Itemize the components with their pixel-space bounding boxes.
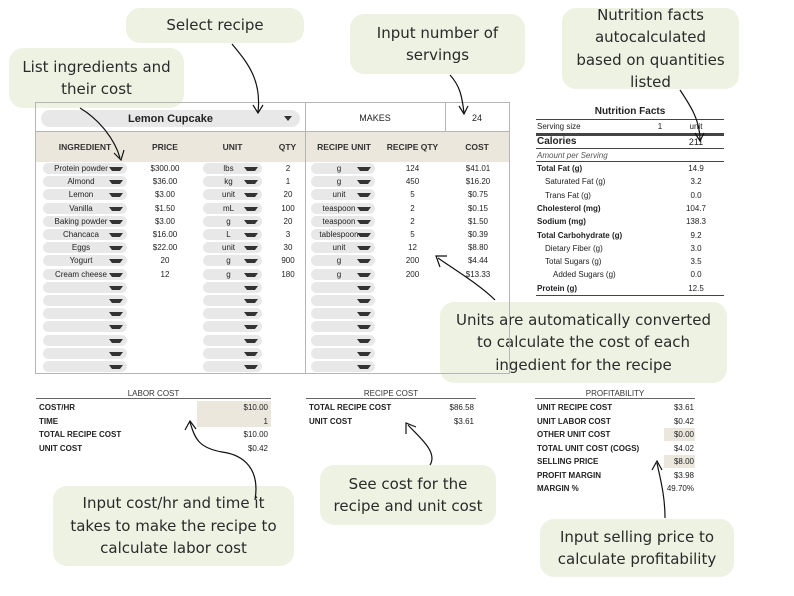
- recipe-cost-row-label: TOTAL RECIPE COST: [309, 403, 392, 412]
- qty-input[interactable]: 20: [283, 190, 293, 200]
- price-input[interactable]: $36.00: [152, 177, 178, 187]
- profitability-row-label: MARGIN %: [537, 484, 579, 493]
- recipe-cost-row-value: $3.61: [453, 416, 474, 426]
- ingredient-select-value: Vanilla: [69, 203, 93, 213]
- nutrition-row-value: 3.5: [690, 257, 702, 267]
- qty-input[interactable]: 100: [281, 203, 295, 213]
- labor-row-label: TIME: [39, 416, 59, 426]
- nutrition-row-label: Total Sugars (g): [545, 257, 602, 267]
- unit-select-value: kg: [224, 177, 233, 187]
- recipe-unit-select-value: g: [336, 256, 342, 266]
- profitability-row-value: $3.61: [673, 403, 694, 412]
- profitability-row-value: 49.70%: [666, 484, 694, 493]
- unit-select-value: lbs: [223, 164, 234, 173]
- ingredient-select-value: Eggs: [71, 243, 91, 253]
- price-input[interactable]: $3.00: [154, 216, 176, 226]
- price-input[interactable]: $22.00: [152, 243, 178, 253]
- arrow-selling: [657, 463, 665, 518]
- price-input[interactable]: $1.50: [154, 203, 176, 213]
- amount-per-serving: Amount per Serving: [537, 151, 608, 160]
- serving-size-label: Serving size: [537, 122, 581, 131]
- cost-value: $8.80: [467, 243, 489, 253]
- profitability-row-label: PROFIT MARGIN: [537, 470, 601, 480]
- cost-value: $1.50: [467, 216, 489, 226]
- ingredient-select-value: Chancaca: [62, 230, 100, 239]
- price-input[interactable]: $300.00: [150, 164, 180, 173]
- col-header-ingredient: INGREDIENT: [58, 142, 112, 152]
- col-header-recipe-qty: RECIPE QTY: [386, 142, 439, 152]
- price-input[interactable]: 12: [160, 269, 170, 279]
- callout-select-recipe: Select recipe: [126, 8, 304, 43]
- profitability-row-label: TOTAL UNIT COST (COGS): [537, 443, 640, 453]
- qty-input[interactable]: 900: [281, 256, 295, 266]
- col-header-cost: COST: [465, 142, 489, 152]
- recipe-cost-title: RECIPE COST: [306, 389, 476, 399]
- callout-list-ingredients: List ingredients and their cost: [9, 48, 184, 108]
- labor-row-label: COST/HR: [39, 403, 75, 412]
- callout-units: Units are automatically converted to calculate the cost of each ingedient for the recipe: [440, 302, 727, 383]
- arrow-servings: [450, 75, 464, 113]
- makes-input[interactable]: 24: [471, 113, 482, 123]
- cost-value: $0.15: [467, 203, 489, 213]
- unit-select-value: g: [226, 256, 231, 266]
- profitability-title: PROFITABILITY: [535, 389, 695, 399]
- recipe-unit-select-value: unit: [332, 243, 346, 253]
- recipe-unit-select-value: tablespoon: [319, 230, 359, 239]
- col-header-recipe-unit: RECIPE UNIT: [317, 142, 371, 152]
- recipe-unit-select-value: g: [336, 177, 342, 187]
- labor-row-label: TOTAL RECIPE COST: [39, 430, 122, 439]
- recipe-unit-select-value: teaspoon: [322, 203, 356, 213]
- cost-value: $0.75: [467, 190, 489, 200]
- nutrition-row-label: Saturated Fat (g): [545, 177, 606, 187]
- nutrition-row-label: Total Carbohydrate (g): [537, 230, 623, 240]
- recipe-unit-select-value: unit: [332, 190, 346, 200]
- recipe-cost-row-value: $86.58: [449, 403, 474, 412]
- recipe-qty-input[interactable]: 2: [410, 203, 415, 213]
- recipe-qty-input[interactable]: 5: [410, 230, 415, 239]
- nutrition-row-label: Cholesterol (mg): [537, 203, 601, 213]
- qty-input[interactable]: 2: [285, 164, 291, 173]
- callout-nutrition: Nutrition facts autocalculated based on quantities listed: [562, 8, 739, 89]
- nutrition-row-label: Total Fat (g): [537, 164, 583, 173]
- cost-value: $0.39: [467, 230, 489, 239]
- profitability-row-value[interactable]: $0.00: [673, 430, 694, 439]
- qty-input[interactable]: 180: [281, 269, 295, 279]
- profitability-row-label: OTHER UNIT COST: [537, 430, 611, 439]
- recipe-cost-row-label: UNIT COST: [309, 416, 353, 426]
- labor-cost-title: LABOR COST: [36, 389, 271, 399]
- nutrition-row-value: 104.7: [685, 203, 707, 213]
- profitability-row-label: UNIT LABOR COST: [537, 416, 611, 426]
- ingredient-select-value: Baking powder: [54, 216, 108, 226]
- profitability-row-value: $4.02: [673, 443, 694, 453]
- qty-input[interactable]: 20: [283, 216, 293, 226]
- nutrition-row-label: Added Sugars (g): [553, 270, 616, 280]
- nutrition-row-value: 138.3: [685, 217, 707, 227]
- qty-input[interactable]: 3: [285, 230, 291, 239]
- unit-select-value: mL: [222, 203, 235, 213]
- arrow-units: [438, 258, 495, 300]
- unit-select-value: g: [226, 269, 231, 279]
- recipe-qty-input[interactable]: 450: [405, 177, 420, 187]
- recipe-qty-input[interactable]: 12: [408, 243, 417, 253]
- profitability-row-value[interactable]: $8.00: [673, 457, 694, 466]
- recipe-qty-input[interactable]: 124: [405, 164, 420, 173]
- nutrition-row-value: 0.0: [690, 270, 702, 280]
- nutrition-row-value: 3.2: [690, 177, 702, 187]
- recipe-qty-input[interactable]: 2: [410, 216, 415, 226]
- recipe-unit-select-value: teaspoon: [322, 216, 356, 226]
- qty-input[interactable]: 1: [285, 177, 291, 187]
- ingredient-select-value: Almond: [67, 177, 95, 187]
- nutrition-row-label: Sodium (mg): [537, 217, 586, 227]
- arrow-units-head: [436, 256, 447, 267]
- profitability-row-label: UNIT RECIPE COST: [537, 403, 613, 412]
- labor-row-label: UNIT COST: [39, 443, 83, 453]
- nutrition-row-value: 0.0: [690, 190, 702, 200]
- callout-labor: Input cost/hr and time it takes to make the recipe to calculate labor cost: [53, 486, 294, 566]
- arrow-list-ingredients: [80, 108, 120, 158]
- cost-value: $13.33: [465, 269, 491, 279]
- recipe-select-value: Lemon Cupcake: [128, 112, 213, 125]
- recipe-unit-select-value: g: [336, 164, 342, 173]
- profitability-row-label: SELLING PRICE: [537, 457, 599, 466]
- col-header-unit: UNIT: [222, 142, 243, 152]
- price-input[interactable]: 20: [160, 256, 170, 266]
- nutrition-row-value: 9.2: [690, 230, 702, 240]
- callout-see-cost: See cost for the recipe and unit cost: [320, 465, 496, 525]
- ingredient-select-value: Lemon: [68, 190, 94, 200]
- labor-row-value[interactable]: 1: [263, 416, 268, 426]
- col-header-price: PRICE: [152, 142, 178, 152]
- arrow-select-recipe: [232, 44, 259, 112]
- recipe-qty-input[interactable]: 5: [410, 190, 415, 200]
- nutrition-title: Nutrition Facts: [536, 106, 724, 120]
- recipe-qty-input[interactable]: 200: [405, 269, 420, 279]
- unit-select-value: unit: [222, 190, 235, 200]
- cost-value: $16.20: [465, 177, 491, 187]
- col-header-qty: QTY: [278, 142, 297, 152]
- ingredient-select-value: Protein powder: [54, 164, 108, 173]
- makes-label: MAKES: [359, 113, 391, 123]
- profitability-row-value: $3.98: [673, 470, 694, 480]
- price-input[interactable]: $16.00: [152, 230, 178, 239]
- calories-label: Calories: [537, 136, 577, 147]
- callout-servings: Input number of servings: [350, 14, 525, 74]
- unit-select-value: L: [226, 230, 231, 239]
- nutrition-row-value: 14.9: [688, 164, 704, 173]
- cost-value: $4.44: [467, 256, 489, 266]
- labor-row-value: $10.00: [243, 430, 268, 439]
- qty-input[interactable]: 30: [283, 243, 293, 253]
- arrow-see-cost: [408, 425, 432, 465]
- labor-row-value: $0.42: [247, 443, 268, 453]
- nutrition-row-label: Trans Fat (g): [545, 190, 591, 200]
- calories-value: 211: [688, 137, 704, 147]
- unit-select-value: unit: [222, 243, 235, 253]
- profitability-row-value: $0.42: [673, 416, 694, 426]
- serving-size-qty: 1: [657, 122, 663, 131]
- price-input[interactable]: $3.00: [154, 190, 176, 200]
- nutrition-row-label: Protein (g): [537, 283, 577, 293]
- recipe-qty-input[interactable]: 200: [405, 256, 420, 266]
- arrow-labor: [190, 422, 256, 500]
- labor-row-value[interactable]: $10.00: [243, 403, 268, 412]
- ingredient-select-value: Cream cheese: [54, 269, 108, 279]
- cost-value: $41.01: [465, 164, 491, 173]
- recipe-unit-select-value: g: [336, 269, 342, 279]
- nutrition-row-value: 12.5: [688, 283, 704, 293]
- nutrition-row-value: 3.0: [690, 243, 702, 253]
- ingredient-select-value: Yogurt: [69, 256, 93, 266]
- nutrition-row-label: Dietary Fiber (g): [545, 243, 603, 253]
- arrow-nutrition: [680, 90, 700, 140]
- serving-size-unit: unit: [689, 122, 703, 131]
- unit-select-value: g: [226, 216, 231, 226]
- callout-selling: Input selling price to calculate profitability: [540, 519, 734, 577]
